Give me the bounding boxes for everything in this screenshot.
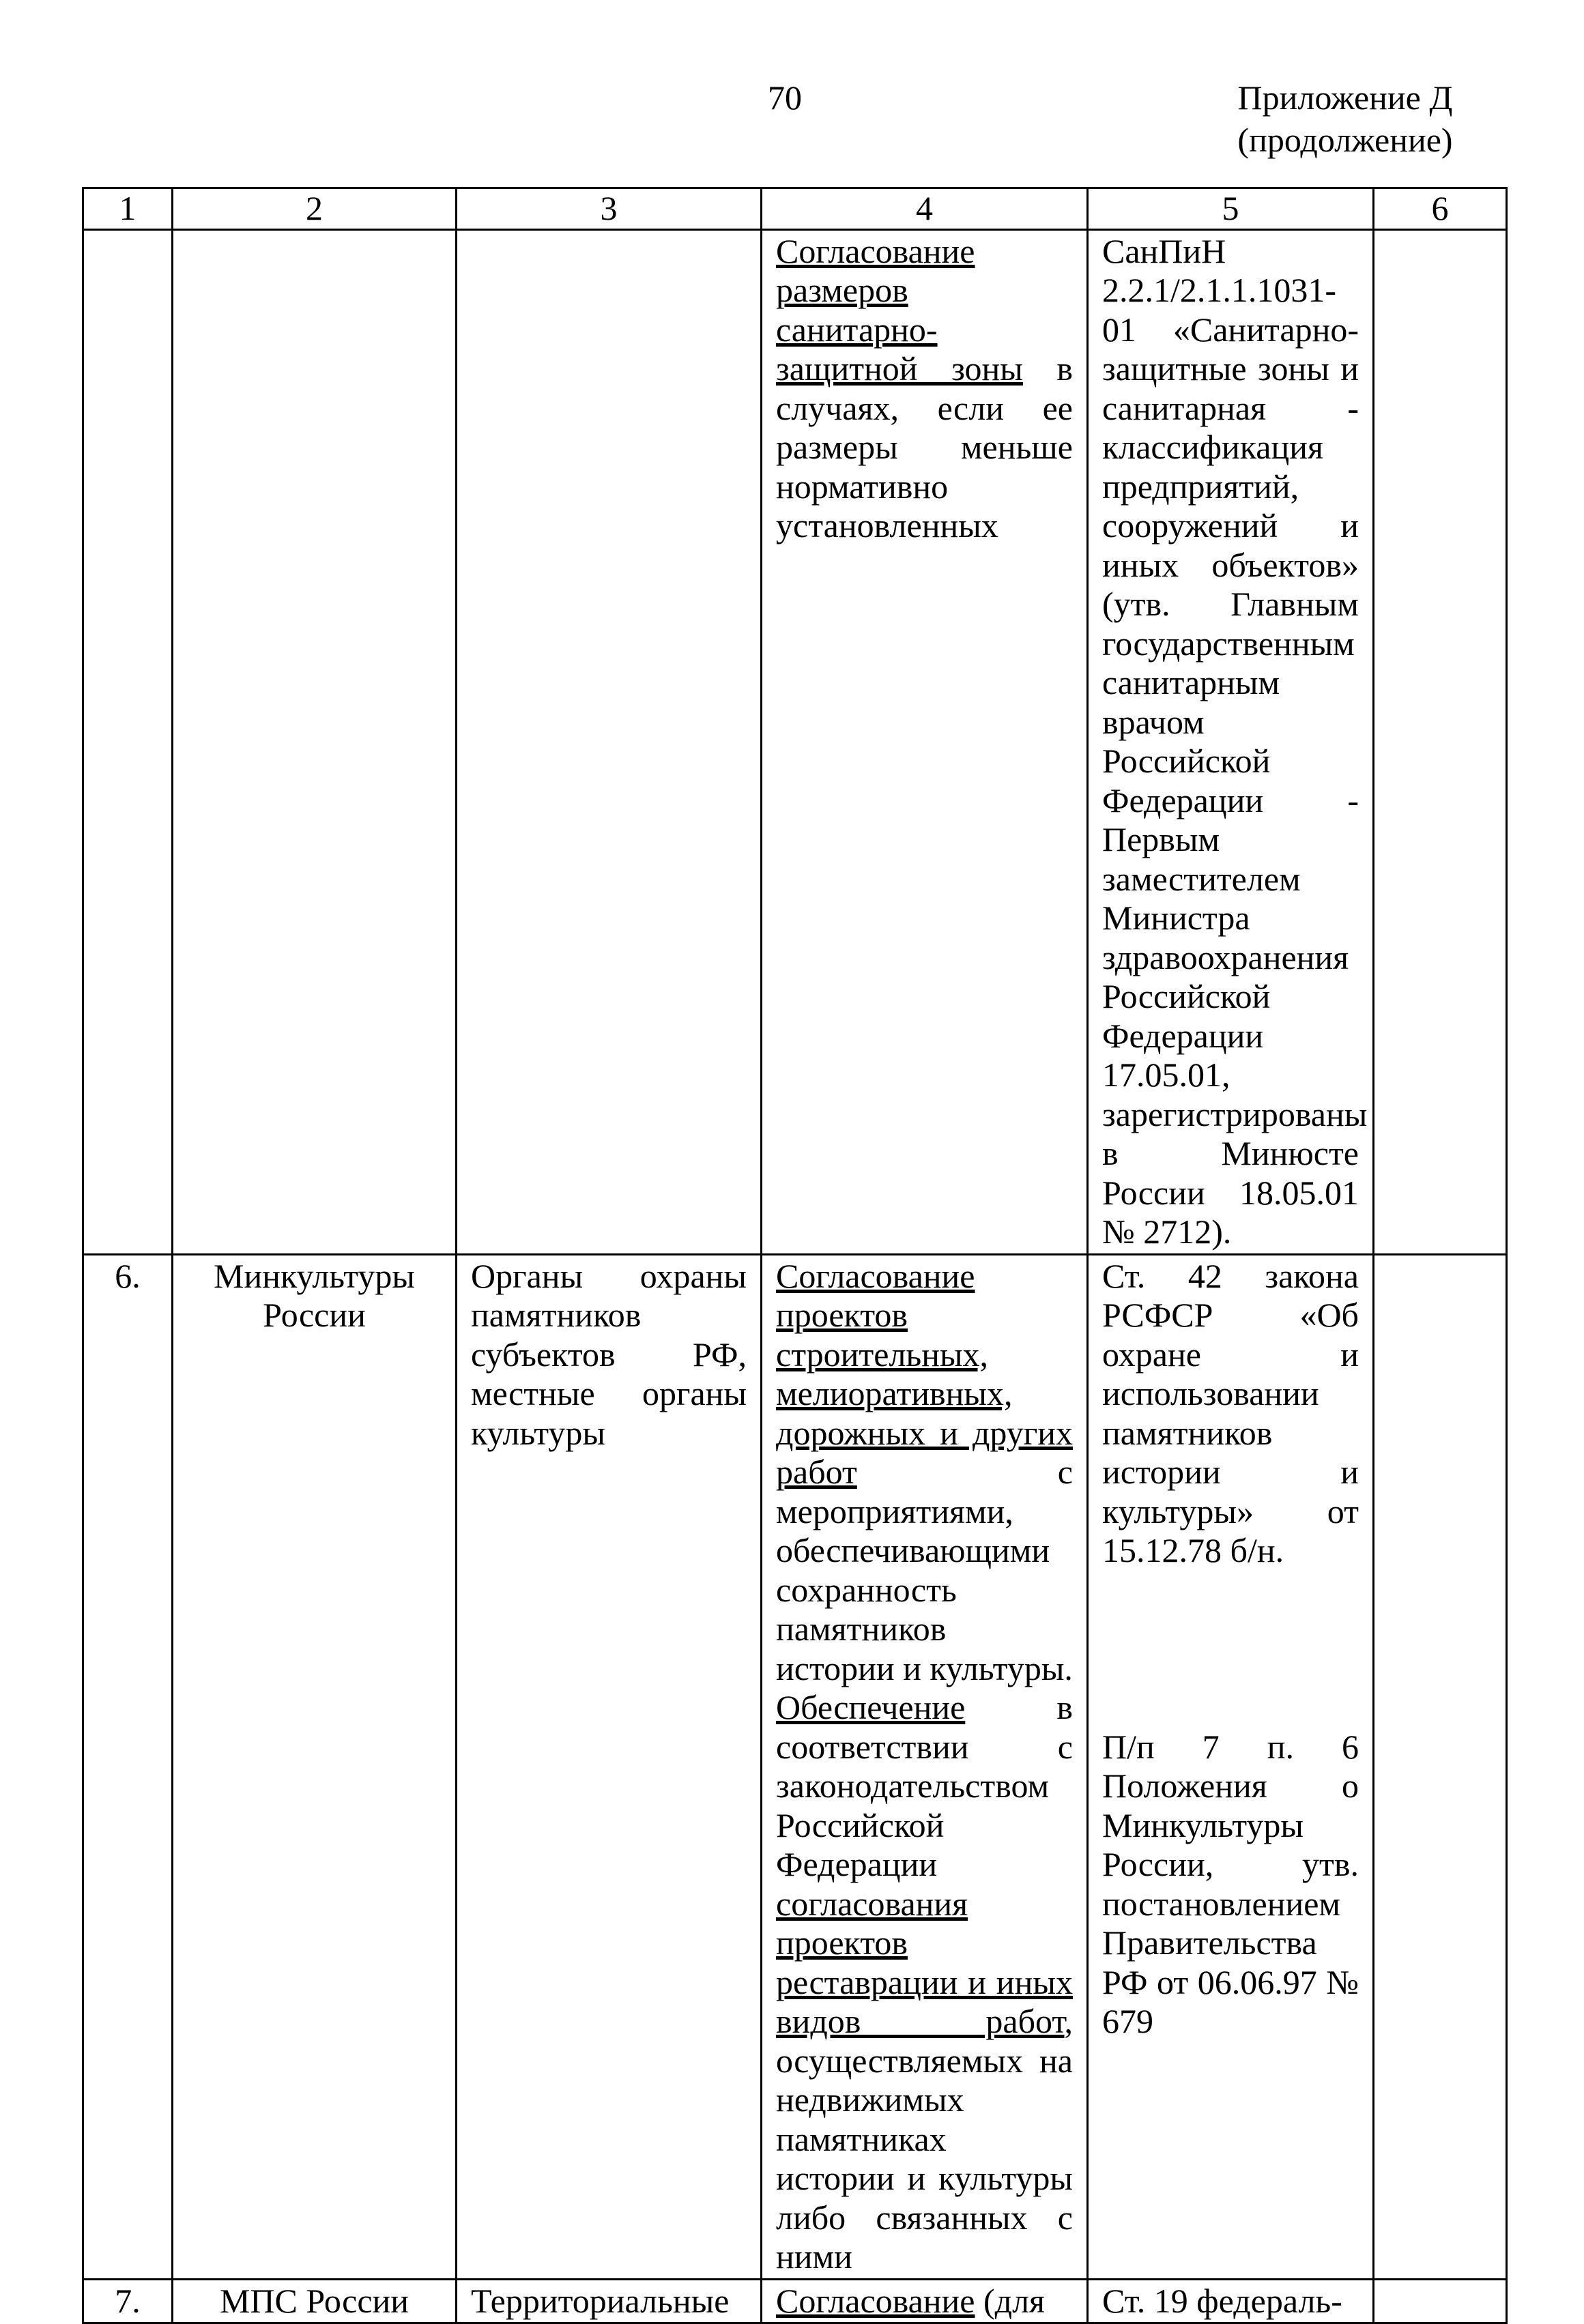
function-part-2 xyxy=(776,1688,1073,2277)
column-number: 2 xyxy=(173,188,457,230)
function-text: в соответствии с законодательством Российской Федерации xyxy=(776,1688,1073,1883)
cell-local-body: Территориальные xyxy=(457,2279,762,2323)
cell-local-body: Органы охраны памятников субъектов РФ, местные органы культуры xyxy=(457,1254,762,2279)
column-number: 1 xyxy=(83,188,173,230)
cell-number xyxy=(83,229,173,1254)
appendix-continued: (продолжение) xyxy=(1237,121,1453,159)
column-number: 6 xyxy=(1374,188,1507,230)
cell-function xyxy=(762,2279,1088,2323)
legal-basis-part-1: Ст. 42 закона РСФСР «Об охране и использовании памятников истории и культуры» от 15.12.78 б/н. xyxy=(1102,1256,1359,1569)
cell-function xyxy=(762,229,1088,1254)
table-row-continued xyxy=(83,229,1507,1254)
cell-legal-basis: Ст. 19 федераль- xyxy=(1088,2279,1374,2323)
cell-authority: МПС России xyxy=(173,2279,457,2323)
column-number: 4 xyxy=(762,188,1088,230)
column-number: 5 xyxy=(1088,188,1374,230)
function-underlined: Согласование xyxy=(776,2281,975,2320)
cell-number: 6. xyxy=(83,1254,173,2279)
table-row-7 xyxy=(83,2279,1507,2323)
appendix-title: Приложение Д xyxy=(1237,78,1453,117)
requirements-table xyxy=(82,187,1508,2324)
page-number: 70 xyxy=(768,78,802,117)
function-underlined: Согласование проектов строительных, мелиоративных, дорожных и других работ xyxy=(776,1256,1073,1491)
cell-notes xyxy=(1374,2279,1507,2323)
function-text: (для xyxy=(975,2281,1046,2320)
cell-legal-basis: СанПиН 2.2.1/2.1.1.1031-01 «Санитарно-защитные зоны и санитарная - классификация предприятий, сооружений и иных объектов» (утв. Главным государственным санитарным врачом Российской Федерации - Первым заместителем Министра здравоохранения Российской Федерации 17.05.01, зарегистрированы в Минюсте России 18.05.01 № 2712). xyxy=(1088,229,1374,1254)
cell-number: 7. xyxy=(83,2279,173,2323)
column-number: 3 xyxy=(457,188,762,230)
cell-notes xyxy=(1374,1254,1507,2279)
column-number-row xyxy=(83,188,1507,230)
function-text: с мероприятиями, обеспечивающими сохранность памятников истории и культуры. xyxy=(776,1453,1073,1687)
cell-function xyxy=(762,1254,1088,2279)
legal-basis-part-2: П/п 7 п. 6 Положения о Минкультуры России, утв. постановлением Правительства РФ от 06.06.97 № 679 xyxy=(1102,1727,1359,2040)
spacer xyxy=(1102,1571,1359,1728)
cell-authority: Минкультуры России xyxy=(173,1254,457,2279)
appendix-header xyxy=(1222,76,1468,161)
cell-legal-basis xyxy=(1088,1254,1374,2279)
cell-local-body xyxy=(457,229,762,1254)
function-text: , осуществляемых на недвижимых памятниках истории и культуры либо связанных с ними xyxy=(776,2002,1073,2276)
function-underlined: Обеспечение xyxy=(776,1688,966,1726)
function-underlined: согласования проектов реставрации и иных видов работ xyxy=(776,1884,1073,2040)
table-row-6 xyxy=(83,1254,1507,2279)
function-text: в случаях, если ее размеры меньше нормативно установленных xyxy=(776,349,1073,544)
function-underlined: Согласование размеров санитарно-защитной зоны xyxy=(776,231,1023,388)
cell-notes xyxy=(1374,229,1507,1254)
cell-authority xyxy=(173,229,457,1254)
function-part-1 xyxy=(776,1257,1073,1689)
